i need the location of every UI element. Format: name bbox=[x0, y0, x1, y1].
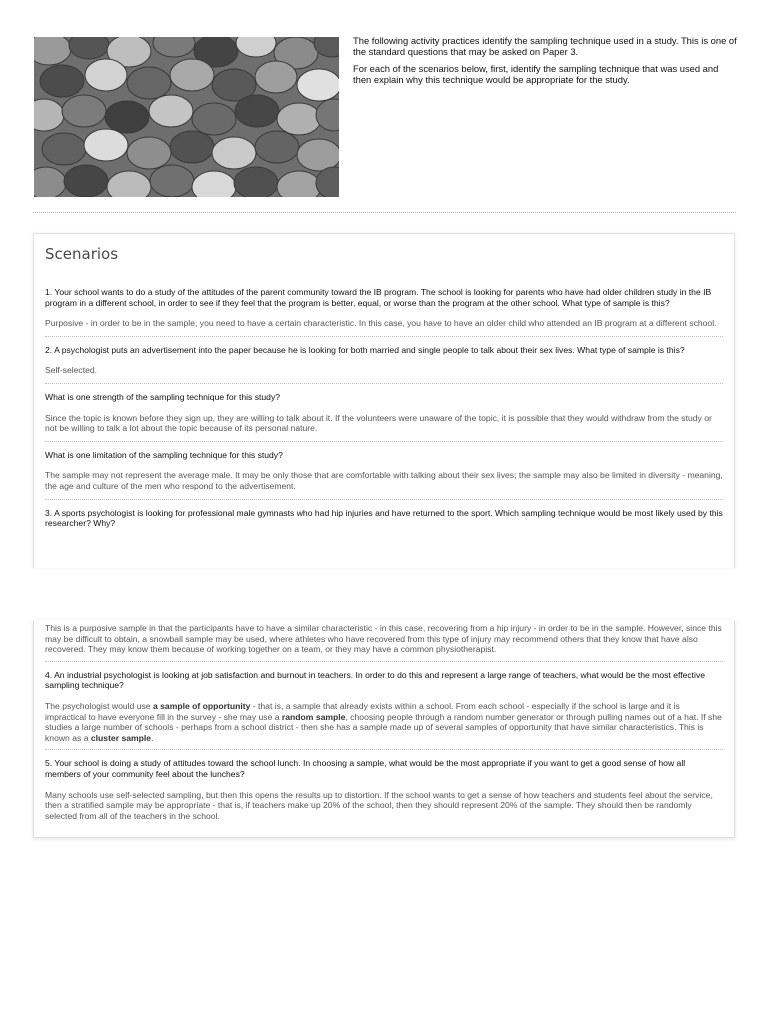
divider bbox=[45, 383, 723, 384]
section-divider bbox=[33, 212, 736, 213]
answer-4-part-2: - that is, a sample that already exists within a school. From each school - especially if the school is large and it is impractical to have everyone fill in the survey - she may use a bbox=[45, 700, 680, 722]
candy-photo-icon bbox=[34, 37, 339, 197]
answer-4 bbox=[45, 701, 723, 743]
intro-text bbox=[353, 35, 738, 91]
question-4: 4. An industrial psychologist is looking at job satisfaction and burnout in teachers. In order to do this and represent a large range of teachers, what would be the most effective sampling technique? bbox=[45, 669, 706, 691]
answer-4-term-cluster: cluster sample bbox=[90, 732, 152, 743]
answer-4-part-1: The psychologist would use bbox=[45, 700, 153, 711]
question-2-limitation: What is one limitation of the sampling technique for this study? bbox=[45, 449, 283, 460]
answer-5: Many schools use self-selected sampling, but then this opens the results up to distortion. If the school wants to get a sense of how teachers and students feel about the service, then a stratified sample may be appropriate - that is, if teachers make up 20% of the school, then they should represent 20% of the sample. They should then be randomly selected from all of the teachers in the school. bbox=[45, 789, 713, 821]
divider bbox=[45, 499, 723, 500]
intro-paragraph-1: The following activity practices identify the sampling technique used in a study. This is one of the standard questions that may be asked on Paper 3. bbox=[353, 35, 737, 57]
question-2: 2. A psychologist puts an advertisement into the paper because he is looking for both married and single people to talk about their sex lives. What type of sample is this? bbox=[45, 344, 685, 355]
question-3: 3. A sports psychologist is looking for professional male gymnasts who had hip injuries and have returned to the sport. Which sampling technique would be most likely used by this researcher? Why? bbox=[45, 507, 723, 529]
scenarios-card-continued bbox=[33, 620, 735, 838]
intro-paragraph-2: For each of the scenarios below, first, identify the sampling technique that was used and then explain why this technique would be appropriate for the study. bbox=[353, 63, 719, 85]
question-1: 1. Your school wants to do a study of the attitudes of the parent community toward the IB program. The school is looking for parents who have had older children study in the IB program in a different school, in order to see if they feel that the program is better, equal, or worse than the program at the other school. What type of sample is this? bbox=[45, 287, 712, 308]
question-2-strength: What is one strength of the sampling technique for this study? bbox=[45, 391, 281, 402]
answer-4-term-opportunity: a sample of opportunity bbox=[152, 700, 251, 711]
divider bbox=[45, 749, 723, 750]
answer-4-part-3: , choosing people through a random number generator or through pulling names out of a hat. If she studies a large number of schools - perhaps from a school district - then she has a sample made up of several samples of opportunity that have similar characteristics. This is known as a bbox=[45, 711, 722, 743]
scenarios-title: Scenarios bbox=[45, 245, 119, 263]
scenarios-card bbox=[33, 233, 735, 568]
answer-4-term-random: random sample bbox=[281, 711, 346, 722]
question-5: 5. Your school is doing a study of attitudes toward the school lunch. In choosing a sample, what would be the most appropriate if you want to get a good sense of how all members of your community feel about the lunches? bbox=[45, 758, 686, 779]
answer-2-strength: Since the topic is known before they sign up, they are willing to talk about it. If the volunteers were unaware of the topic, it is possible that they would withdraw from the study or not be willing to talk a lot about the topic because of its personal nature. bbox=[45, 412, 712, 434]
candy-photo bbox=[34, 37, 339, 197]
answer-3: This is a purposive sample in that the participants have to have a similar characteristic - in this case, recovering from a hip injury - in order to be in the sample. However, since this may be difficult to obtain, a snowball sample may be used, where athletes who have recovered from this type of injury may recommend others that they know that have also recovered. They may know them because of working together on a team, or they may have a common physiotherapist. bbox=[45, 623, 722, 655]
divider bbox=[45, 661, 723, 662]
answer-2: Self-selected. bbox=[45, 365, 98, 376]
answer-2-limitation: The sample may not represent the average male. It may be only those that are comfortable with talking about their sex lives; the sample may also be limited in diversity - meaning, the age and culture of the men who respond to the advertisement. bbox=[45, 470, 723, 491]
answer-4-part-4: . bbox=[151, 732, 154, 743]
divider bbox=[45, 441, 723, 442]
divider bbox=[45, 336, 723, 337]
answer-1: Purposive - in order to be in the sample, you need to have a certain characteristic. In this case, you have to have an older child who attended an IB program at a different school. bbox=[45, 318, 717, 329]
